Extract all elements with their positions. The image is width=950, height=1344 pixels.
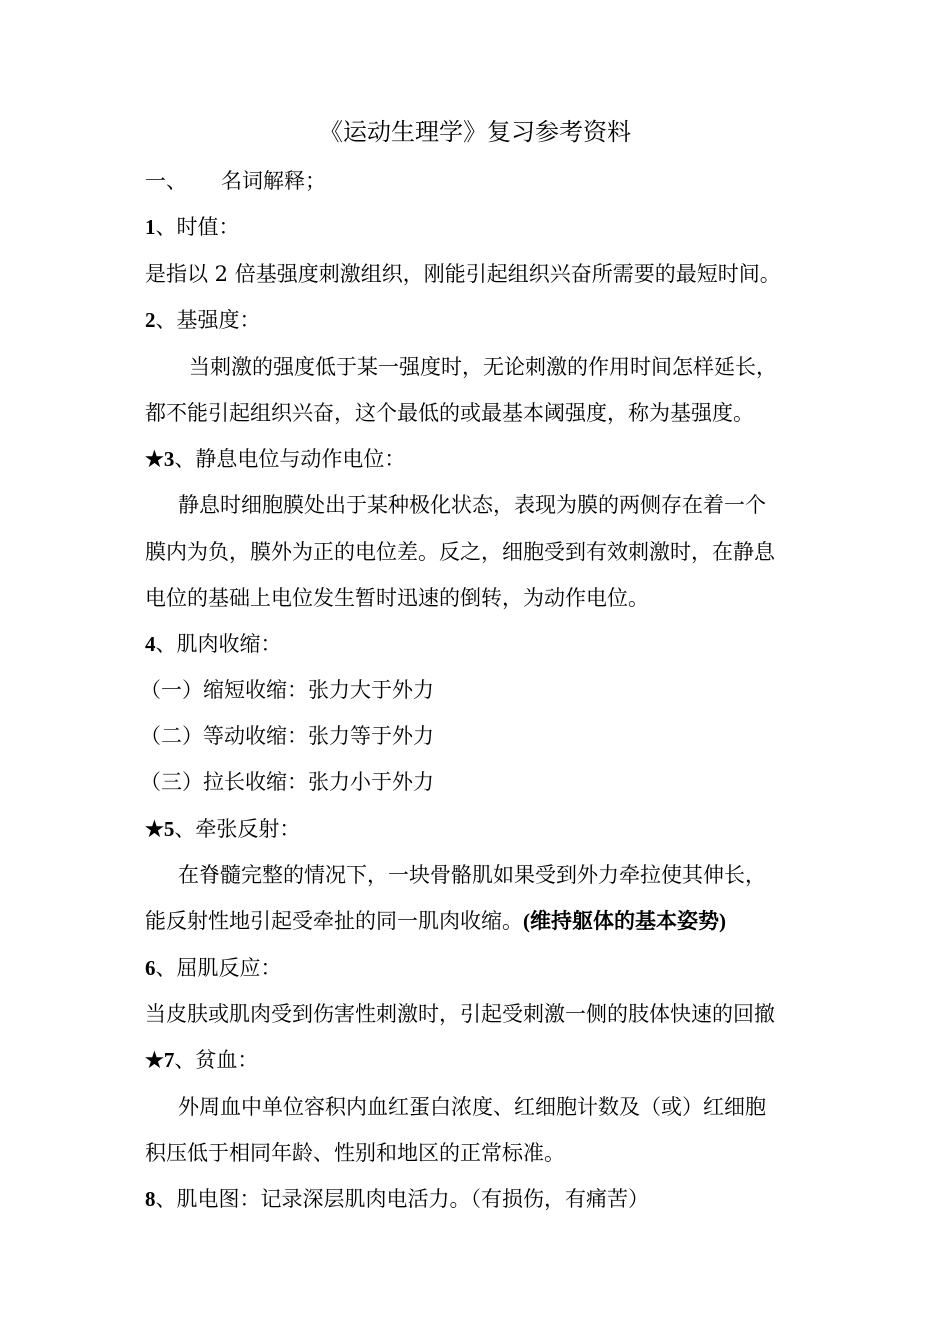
page-title: 《运动生理学》复习参考资料 bbox=[319, 118, 631, 146]
item-7-body-line-1: 外周血中单位容积内血红蛋白浓度、红细胞计数及（或）红细胞 bbox=[178, 1095, 766, 1119]
item-7-body-line-2: 积压低于相同年龄、性别和地区的正常标准。 bbox=[145, 1141, 565, 1165]
star-icon: ★ bbox=[145, 446, 164, 471]
star-icon: ★ bbox=[145, 1047, 164, 1072]
section-label: 名词解释； bbox=[221, 169, 326, 193]
item-2-body-line-1: 当刺激的强度低于某一强度时，无论刺激的作用时间怎样延长， bbox=[189, 355, 777, 379]
item-4-sub-2: （二）等动收缩：张力等于外力 bbox=[140, 724, 434, 748]
item-number: 8 bbox=[145, 1187, 156, 1211]
item-4-heading bbox=[145, 630, 825, 658]
section-marker: 一、 bbox=[145, 169, 187, 193]
item-label: 、贫血： bbox=[174, 1048, 259, 1072]
item-3-body-line-3: 电位的基础上电位发生暂时迅速的倒转，为动作电位。 bbox=[145, 586, 649, 610]
item-number: 1 bbox=[145, 215, 156, 239]
item-3-body-line-1: 静息时细胞膜处出于某种极化状态，表现为膜的两侧存在着一个 bbox=[178, 493, 766, 517]
item-5-body-line-2 bbox=[145, 907, 825, 935]
item-2-body-line-2: 都不能引起组织兴奋，这个最低的或最基本阈强度，称为基强度。 bbox=[145, 401, 754, 425]
item-4-sub-1: （一）缩短收缩：张力大于外力 bbox=[140, 678, 434, 702]
star-icon: ★ bbox=[145, 816, 164, 841]
item-6-body: 当皮肤或肌肉受到伤害性刺激时，引起受刺激一侧的肢体快速的回撤 bbox=[145, 1002, 775, 1026]
item-4-sub-3: （三）拉长收缩：张力小于外力 bbox=[140, 770, 434, 794]
item-label: 、肌肉收缩： bbox=[155, 632, 282, 656]
item-label: 、肌电图：记录深层肌肉电活力。（有损伤，有痛苦） bbox=[155, 1187, 649, 1211]
item-label: 、静息电位与动作电位： bbox=[174, 447, 406, 471]
item-3-heading bbox=[145, 445, 825, 473]
section-heading bbox=[145, 167, 825, 195]
item-number: 2 bbox=[145, 308, 156, 332]
item-2-heading bbox=[145, 306, 825, 334]
item-7-heading bbox=[145, 1046, 825, 1074]
item-label: 、时值： bbox=[155, 215, 240, 239]
item-number: 7 bbox=[163, 1048, 175, 1072]
item-label: 、基强度： bbox=[155, 308, 261, 332]
item-number: 3 bbox=[163, 447, 175, 471]
item-8-heading bbox=[145, 1185, 825, 1213]
item-5-body-text: 能反射性地引起受牵扯的同一肌肉收缩。 bbox=[145, 909, 523, 933]
item-5-body-line-1: 在脊髓完整的情况下，一块骨骼肌如果受到外力牵拉使其伸长， bbox=[178, 863, 766, 887]
item-6-heading bbox=[145, 954, 825, 982]
item-3-body-line-2: 膜内为负，膜外为正的电位差。反之，细胞受到有效刺激时，在静息 bbox=[145, 540, 775, 564]
item-1-heading bbox=[145, 213, 825, 241]
item-number: 6 bbox=[145, 956, 156, 980]
item-label: 、屈肌反应： bbox=[155, 956, 282, 980]
item-label: 、牵张反射： bbox=[174, 817, 301, 841]
item-5-body-note: (维持躯体的基本姿势) bbox=[523, 909, 726, 933]
item-1-body: 是指以 2 倍基强度刺激组织，刚能引起组织兴奋所需要的最短时间。 bbox=[145, 262, 781, 286]
item-number: 5 bbox=[163, 817, 175, 841]
item-number: 4 bbox=[145, 632, 156, 656]
item-5-heading bbox=[145, 815, 825, 843]
